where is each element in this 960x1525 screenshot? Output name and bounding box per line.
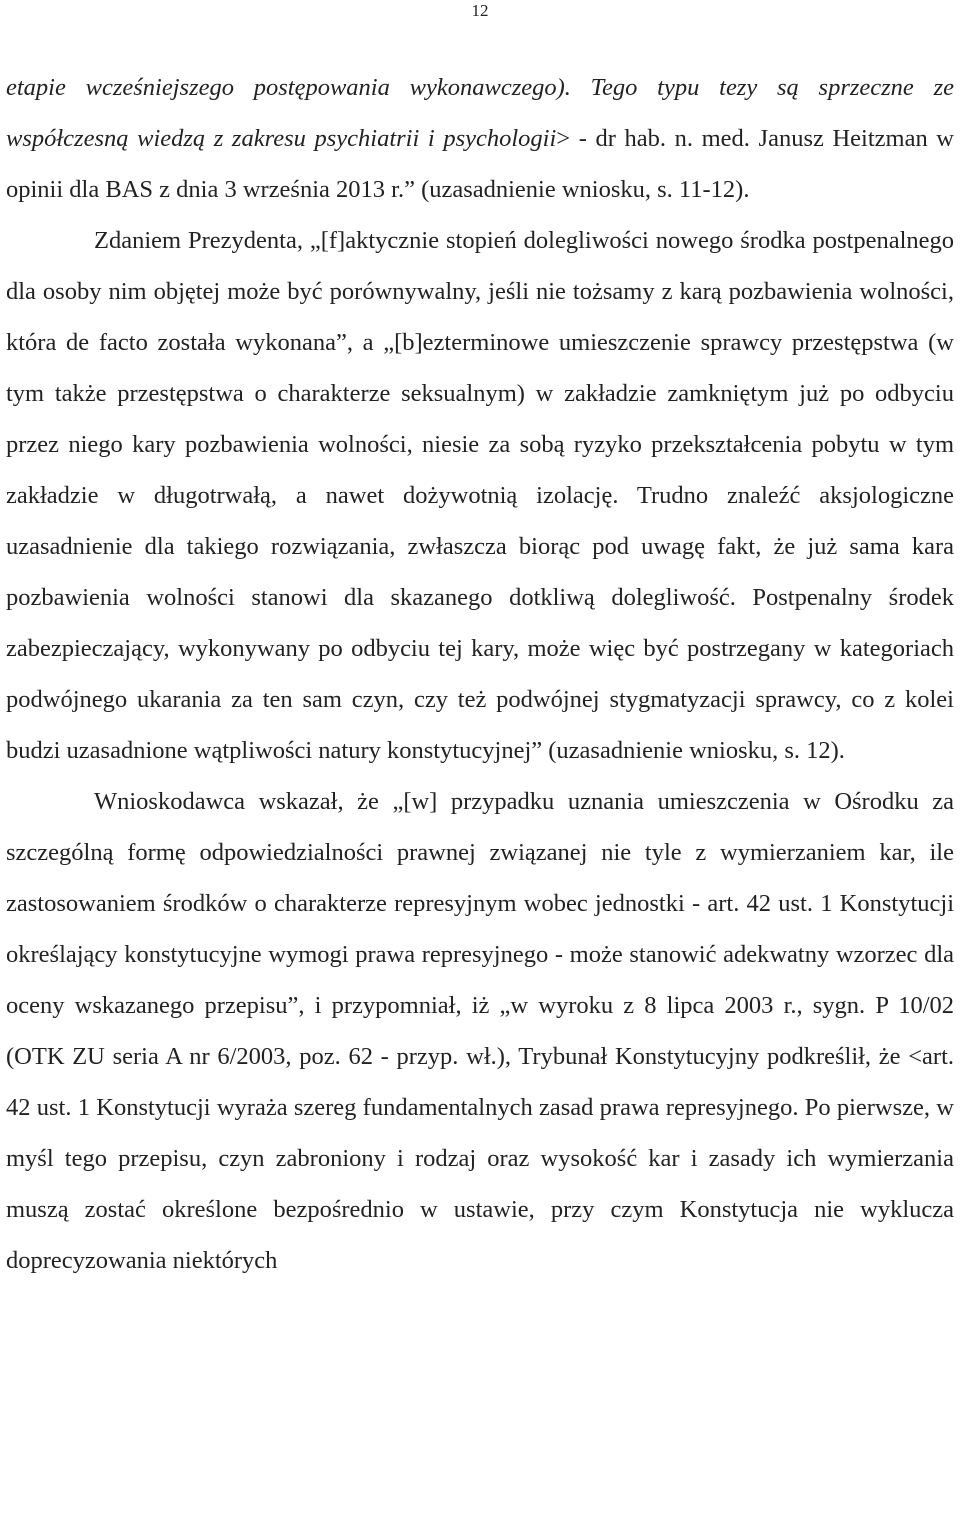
paragraph-applicant-argument: Wnioskodawca wskazał, że „[w] przypadku uznania umieszczenia w Ośrodku za szczególną formę odpowiedzialności prawnej związanej nie tyle z wymierzaniem kar, ile zastosowaniem środków o charakterze represyjnym wobec jednostki - art. 42 ust. 1 Konstytucji określający konstytucyjne wymogi prawa represyjnego - może stanowić adekwatny wzorzec dla oceny wskazanego przepisu”, i przypomniał, iż „w wyroku z 8 lipca 2003 r., sygn. P 10/02 (OTK ZU seria A nr 6/2003, poz. 62 - przyp. wł.), Trybunał Konstytucyjny podkreślił, że <art. 42 ust. 1 Konstytucji wyraża szereg fundamentalnych zasad prawa represyjnego. Po pierwsze, w myśl tego przepisu, czyn zabroniony i rodzaj oraz wysokość kar i zasady ich wymierzania muszą zostać określone bezpośrednio w ustawie, przy czym Konstytucja nie wyklucza doprecyzowania niektórych: [6, 788, 954, 1274]
page-number: 12: [471, 1, 489, 20]
document-body: [6, 62, 954, 1286]
italic-quote-fragment: etapie wcześniejszego postępowania wykonawczego). Tego typu tezy są sprzeczne ze współczesną wiedzą z zakresu psychiatrii i psychologii: [6, 74, 954, 152]
paragraph-president-opinion: Zdaniem Prezydenta, „[f]aktycznie stopień dolegliwości nowego środka postpenalnego dla osoby nim objętej może być porównywalny, jeśli nie tożsamy z karą pozbawienia wolności, która de facto została wykonana”, a „[b]ezterminowe umieszczenie sprawcy przestępstwa (w tym także przestępstwa o charakterze seksualnym) w zakładzie zamkniętym już po odbyciu przez niego kary pozbawienia wolności, niesie za sobą ryzyko przekształcenia pobytu w tym zakładzie w długotrwałą, a nawet dożywotnią izolację. Trudno znaleźć aksjologiczne uzasadnienie dla takiego rozwiązania, zwłaszcza biorąc pod uwagę fakt, że już sama kara pozbawienia wolności stanowi dla skazanego dotkliwą dolegliwość. Postpenalny środek zabezpieczający, wykonywany po odbyciu tej kary, może więc być postrzegany w kategoriach podwójnego ukarania za ten sam czyn, czy też podwójnej stygmatyzacji sprawcy, co z kolei budzi uzasadnione wątpliwości natury konstytucyjnej” (uzasadnienie wniosku, s. 12).: [6, 227, 954, 764]
paragraph-continuation: [6, 62, 954, 215]
quote-attribution: > - dr hab. n. med. Janusz Heitzman w opinii dla BAS z dnia 3 września 2013 r.” (uzasadnienie wniosku, s. 11-12).: [6, 125, 955, 203]
